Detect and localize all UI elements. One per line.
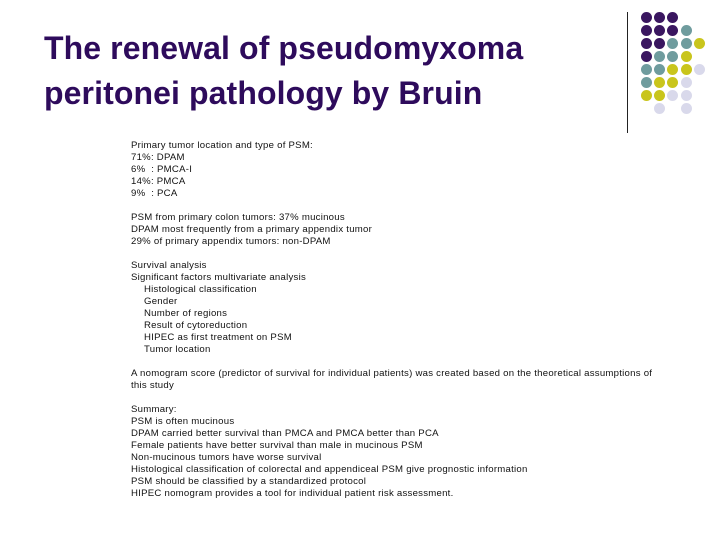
decorative-dot: [681, 38, 692, 49]
decorative-dot: [667, 12, 678, 23]
decorative-dot: [654, 12, 665, 23]
decorative-dot: [641, 25, 652, 36]
title-line-1: The renewal of pseudomyxoma: [44, 30, 524, 66]
text-line: DPAM carried better survival than PMCA and PMCA better than PCA: [131, 428, 439, 439]
survival-analysis-section: [131, 260, 671, 356]
decorative-dot: [654, 25, 665, 36]
text-line: PSM is often mucinous: [131, 416, 235, 427]
decorative-dot: [694, 64, 705, 75]
text-line: Primary tumor location and type of PSM:: [131, 140, 313, 151]
decorative-dot: [681, 25, 692, 36]
decorative-dot: [654, 103, 665, 114]
decorative-dot: [681, 77, 692, 88]
text-line: PSM from primary colon tumors: 37% mucinous: [131, 212, 345, 223]
text-line: HIPEC nomogram provides a tool for individual patient risk assessment.: [131, 488, 454, 499]
factor-item: Number of regions: [144, 308, 228, 319]
decorative-dot: [667, 38, 678, 49]
text-line: Significant factors multivariate analysis: [131, 272, 307, 283]
decorative-dot: [641, 64, 652, 75]
factor-item: Tumor location: [144, 344, 211, 355]
decorative-dot: [641, 38, 652, 49]
decorative-dot: [681, 51, 692, 62]
summary-section: [131, 404, 671, 500]
text-line: DPAM most frequently from a primary appendix tumor: [131, 224, 373, 235]
text-line: Survival analysis: [131, 260, 207, 271]
decorative-dot: [681, 64, 692, 75]
decorative-dot: [681, 90, 692, 101]
decorative-divider: [627, 12, 628, 133]
slide-body: [131, 140, 671, 512]
slide-title: [44, 26, 523, 116]
title-line-2: peritonei pathology by Bruin: [44, 75, 483, 111]
factor-item: Histological classification: [144, 284, 257, 295]
colon-tumor-section: [131, 212, 671, 248]
text-line: Female patients have better survival than male in mucinous PSM: [131, 440, 423, 451]
decorative-dot: [654, 51, 665, 62]
factor-item: HIPEC as first treatment on PSM: [144, 332, 292, 343]
tumor-location-section: [131, 140, 671, 200]
text-line: 9% : PCA: [131, 188, 178, 199]
text-line: Summary:: [131, 404, 177, 415]
decorative-dot: [681, 103, 692, 114]
factor-item: Gender: [144, 296, 178, 307]
decorative-dot: [641, 90, 652, 101]
decorative-dot: [667, 25, 678, 36]
text-line: 14%: PMCA: [131, 176, 186, 187]
decorative-dot: [654, 64, 665, 75]
text-line: 71%: DPAM: [131, 152, 185, 163]
decorative-dot: [667, 77, 678, 88]
text-line: Histological classification of colorectal and appendiceal PSM give prognostic information: [131, 464, 528, 475]
text-line: Non-mucinous tumors have worse survival: [131, 452, 322, 463]
nomogram-paragraph: A nomogram score (predictor of survival for individual patients) was created based on the theoretical assumptions of this study: [131, 368, 653, 391]
decorative-dot: [694, 38, 705, 49]
decorative-dot: [641, 51, 652, 62]
text-line: 29% of primary appendix tumors: non-DPAM: [131, 236, 331, 247]
decorative-dot: [667, 51, 678, 62]
decorative-dot: [667, 64, 678, 75]
decorative-dot: [654, 90, 665, 101]
factor-item: Result of cytoreduction: [144, 320, 248, 331]
text-line: PSM should be classified by a standardized protocol: [131, 476, 367, 487]
text-line: 6% : PMCA-I: [131, 164, 193, 175]
decorative-dot: [654, 77, 665, 88]
decorative-dot: [641, 12, 652, 23]
decorative-dot: [654, 38, 665, 49]
decorative-dot: [667, 90, 678, 101]
decorative-dot: [641, 77, 652, 88]
